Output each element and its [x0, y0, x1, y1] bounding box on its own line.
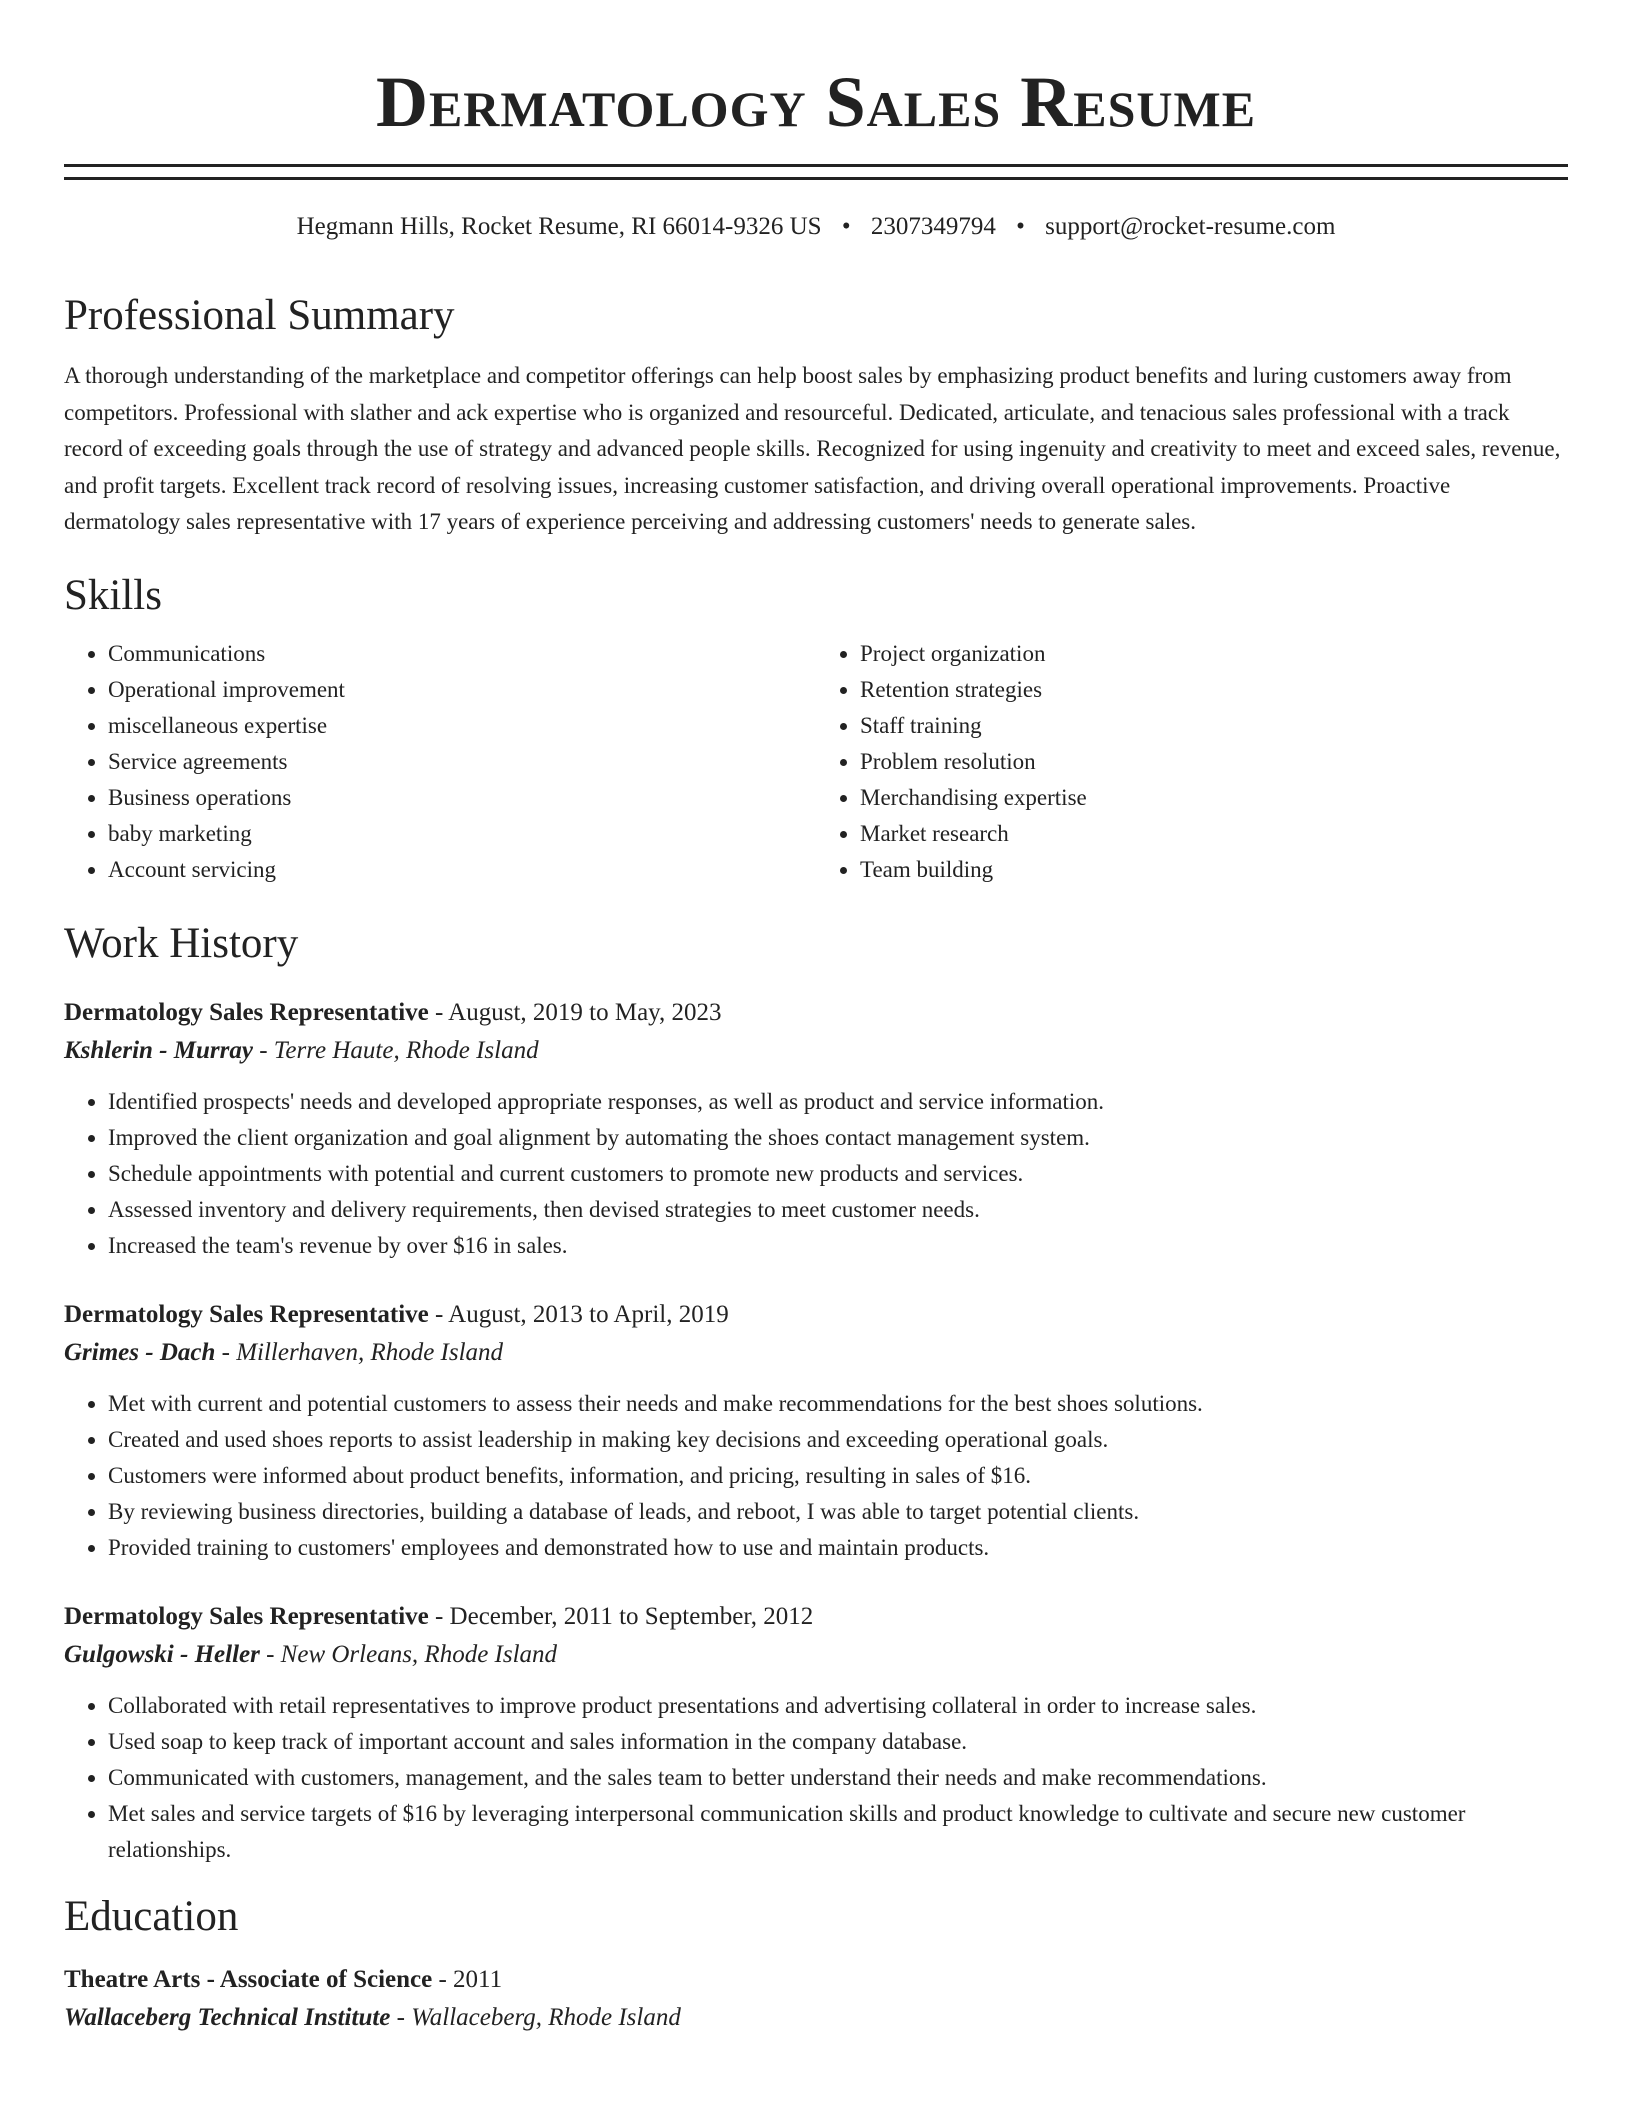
skills-column-left: [64, 636, 816, 888]
job-duty: • Used soap to keep track of important account and sales information in the company database.: [108, 1724, 1568, 1760]
job-company: Kshlerin - Murray: [64, 1036, 253, 1064]
job-company: Grimes - Dach: [64, 1338, 216, 1366]
contact-phone: 2307349794: [870, 213, 996, 240]
job-entry: [64, 994, 1568, 1264]
contact-email: support@rocket-resume.com: [1045, 213, 1336, 240]
job-duty: • Communicated with customers, management, and the sales team to better understand their needs and make recommendations.: [108, 1760, 1568, 1796]
contact-separator: •: [1016, 213, 1025, 240]
skills-list: [64, 636, 1568, 888]
job-dates: - August, 2013 to April, 2019: [428, 1300, 729, 1328]
job-header: [64, 1598, 1568, 1636]
education-degree: Theatre Arts - Associate of Science: [64, 1965, 433, 1993]
skill-item: • baby marketing: [108, 816, 816, 852]
job-duty: • Created and used shoes reports to assist leadership in making key decisions and exceeding operational goals.: [108, 1422, 1568, 1458]
job-duty: • Provided training to customers' employees and demonstrated how to use and maintain products.: [108, 1530, 1568, 1566]
job-dates: - December, 2011 to September, 2012: [428, 1602, 814, 1630]
skill-item: • Team building: [860, 852, 1568, 888]
job-location: - Terre Haute, Rhode Island: [252, 1036, 539, 1064]
skill-item: • Retention strategies: [860, 672, 1568, 708]
job-entry: [64, 1296, 1568, 1566]
skill-item: • Business operations: [108, 780, 816, 816]
job-duties: [64, 1386, 1568, 1566]
job-duty: • Customers were informed about product benefits, information, and pricing, resulting in sales of $16.: [108, 1458, 1568, 1494]
job-header: [64, 994, 1568, 1032]
resume-title: Dermatology Sales Resume: [375, 62, 1257, 142]
work-history-heading: Work History: [64, 919, 299, 967]
skill-item: • Service agreements: [108, 744, 816, 780]
job-duty: • Schedule appointments with potential and current customers to promote new products and services.: [108, 1156, 1568, 1192]
job-employer: [64, 1032, 1568, 1070]
skills-heading: Skills: [64, 571, 162, 619]
education-location: - Wallaceberg, Rhode Island: [390, 2003, 681, 2031]
education-school: Wallaceberg Technical Institute: [64, 2003, 391, 2031]
education-school-line: [64, 1999, 1568, 2037]
skill-item: • Market research: [860, 816, 1568, 852]
job-header: [64, 1296, 1568, 1334]
skills-column-right: [816, 636, 1568, 888]
skill-item: • Account servicing: [108, 852, 816, 888]
job-location: - New Orleans, Rhode Island: [259, 1640, 558, 1668]
contact-separator: •: [841, 213, 851, 240]
job-duties: [64, 1084, 1568, 1264]
skill-item: • Operational improvement: [108, 672, 816, 708]
summary-heading: Professional Summary: [64, 292, 455, 339]
job-employer: [64, 1334, 1568, 1372]
job-company: Gulgowski - Heller: [64, 1640, 260, 1668]
job-title: Dermatology Sales Representative: [64, 998, 429, 1026]
job-employer: [64, 1636, 1568, 1674]
job-duty: • By reviewing business directories, building a database of leads, and reboot, I was able to target potential clients.: [108, 1494, 1568, 1530]
skill-item: • Problem resolution: [860, 744, 1568, 780]
job-title: Dermatology Sales Representative: [64, 1602, 429, 1630]
job-duty: • Identified prospects' needs and developed appropriate responses, as well as product and service information.: [108, 1084, 1568, 1120]
education-heading: Education: [64, 1892, 239, 1940]
job-duty: • Assessed inventory and delivery requirements, then devised strategies to meet customer needs.: [108, 1192, 1568, 1228]
job-duty: • Collaborated with retail representatives to improve product presentations and advertising collateral in order to increase sales.: [108, 1688, 1568, 1724]
skill-item: • Staff training: [860, 708, 1568, 744]
skill-item: • Communications: [108, 636, 816, 672]
contact-address: Hegmann Hills, Rocket Resume, RI 66014-9326 US: [296, 213, 822, 240]
skill-item: • miscellaneous expertise: [108, 708, 816, 744]
education-entry: [64, 1961, 1568, 2037]
skill-item: • Project organization: [860, 636, 1568, 672]
job-duty: • Improved the client organization and goal alignment by automating the shoes contact management system.: [108, 1120, 1568, 1156]
job-location: - Millerhaven, Rhode Island: [215, 1338, 504, 1366]
title-double-rule: [64, 164, 1568, 180]
skill-item: • Merchandising expertise: [860, 780, 1568, 816]
job-duty: • Increased the team's revenue by over $16 in sales.: [108, 1228, 1568, 1264]
job-title: Dermatology Sales Representative: [64, 1300, 429, 1328]
job-entry: [64, 1598, 1568, 1868]
job-duty: • Met sales and service targets of $16 by leveraging interpersonal communication skills and product knowledge to cultivate and secure new customer relationships.: [108, 1796, 1568, 1868]
job-duties: [64, 1688, 1568, 1868]
education-year: - 2011: [432, 1965, 503, 1993]
education-header: [64, 1961, 1568, 1999]
job-duty: • Met with current and potential customers to assess their needs and make recommendations for the best shoes solutions.: [108, 1386, 1568, 1422]
contact-line: [64, 210, 1568, 244]
job-dates: - August, 2019 to May, 2023: [428, 998, 722, 1026]
summary-text: A thorough understanding of the marketplace and competitor offerings can help boost sales by emphasizing product benefits and luring customers away from competitors. Professional with slather and ack expertise who is organized and resourceful. Dedicated, articulate, and tenacious sales professional with a track record of exceeding goals through the use of strategy and advanced people skills. Recognized for using ingenuity and creativity to meet and exceed sales, revenue, and profit targets. Excellent track record of resolving issues, increasing customer satisfaction, and driving overall operational improvements. Proactive dermatology sales representative with 17 years of experience perceiving and addressing customers' needs to generate sales.: [64, 363, 1561, 534]
